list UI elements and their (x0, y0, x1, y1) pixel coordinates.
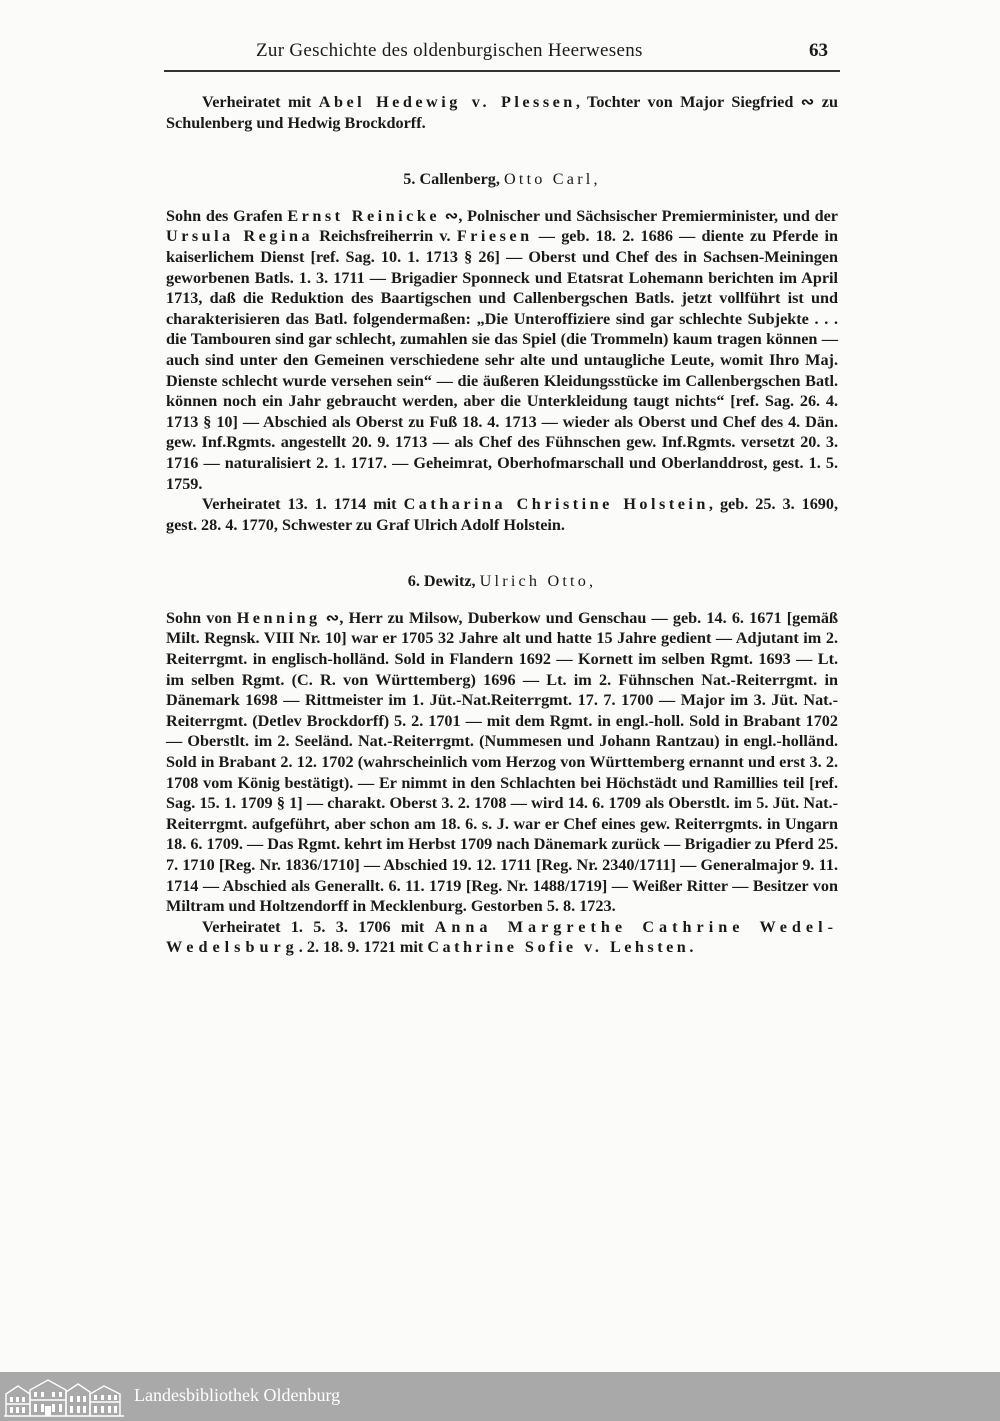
text-run: — geb. 18. 2. 1686 — diente zu Pferde in kaiserlichem Dienst [ref. Sag. 10. 1. 1713 § 26] — Oberst und Chef des in Sachsen-Meiningen geworbenen Batls. 1. 3. 1711 — Brigadier Sponneck und Etatsrat Lohemann berichten im April 1713, daß die Reduktion des Baartigschen und Callenbergschen Batls. jetzt vollführt ist und charakterisieren das Batl. folgendermaßen: „Die Unteroffiziere sind gar schlechte Subjekte . . . die Tambouren sind gar schlecht, zumahlen sie das Spiel (die Trommeln) kaum tragen können — auch sind unter den Gemeinen verschiedene sehr alte und untaugliche Leute, womit Ihro Maj. Dienste schlecht wurde versehen sein“ — die äußeren Kleidungsstücke im Callenbergschen Batl. können noch ein Jahr gebraucht werden, aber die Unterkleidung taugt nichts“ [ref. Sag. 26. 4. 1713 § 10] — Abschied als Oberst zu Fuß 18. 4. 1713 — wieder als Oberst und Chef des 4. Dän. gew. Inf.Rgmts. angestellt 20. 9. 1713 — als Chef des Fühnschen gew. Inf.Rgmts. versetzt 20. 3. 1716 — naturalisiert 2. 1. 1717. — Geheimrat, Oberhofmarschall und Oberlanddrost, gest. 1. 5. 1759. (166, 227, 838, 493)
running-title: Zur Geschichte des oldenburgischen Heerwesens (256, 40, 643, 61)
page-number: 63 (809, 40, 828, 61)
library-name: Landesbibliothek Oldenburg (134, 1385, 341, 1405)
spouse-name-1: Anna Margrethe Cathrine Wedel-Wedelsburg (166, 917, 839, 957)
intro-spouse-name: Abel Hedewig v. Plessen (318, 93, 576, 111)
entry-number: 6. (407, 572, 420, 591)
text-run: . (689, 938, 694, 957)
running-head (164, 38, 840, 72)
entry-number: 5. (403, 170, 416, 189)
intro-text-a: Verheiratet mit (202, 93, 319, 111)
entry-paragraph-callenberg (166, 206, 838, 494)
intro-text-b: , Tochter von Major Siegfried ∾ zu Schulenberg und Hedwig Brockdorff. (166, 93, 838, 132)
text-run: , geb. 25. 3. 1690, gest. 28. 4. 1770, Schwester zu Graf Ulrich Adolf Holstein. (166, 495, 839, 534)
mother-name: Ursula Regina (166, 227, 314, 246)
text-run: ∾, Herr zu Milsow, Duberkow und Genschau — geb. 14. 6. 1671 [gemäß Milt. Regnsk. VIII Nr. 10] war er 1705 32 Jahre alt und hatte 15 Jahre gedient — Adjutant im 2. Reiterrgmt. in englisch-holländ. Sold in Flandern 1692 — Kornett im selben Rgmt. 1693 — Lt. im selben Rgmt. (C. R. von Württemberg) 1696 — Lt. im 2. Fühnschen Nat.-Reiterrgmt. in Dänemark 1698 — Rittmeister im 1. Jüt.-Nat.Reiterrgmt. 17. 7. 1700 — Major im 3. Jüt. Nat.-Reiterrgmt. (Detlev Brockdorff) 5. 2. 1701 — mit dem Rgmt. in engl.-holl. Sold in Brabant 1702 — Oberstlt. im 2. Seeländ. Nat.-Reiterrgmt. (Nummesen und Johann Rantzau) in engl.-holländ. Sold in Brabant 2. 12. 1702 (wahrscheinlich vom Herzog von Württemberg ernannt und erst 3. 2. 1708 vom König bestätigt). — Er nimmt in den Schlachten bei Höchstädt und Ramillies teil [ref. Sag. 15. 1. 1709 § 1] — charakt. Oberst 3. 2. 1708 — wird 14. 6. 1709 als Oberstlt. im 5. Jüt. Nat.-Reiterrgmt. aufgeführt, aber schon am 18. 6. s. J. war er Chef eines gew. Reiterrgmts. in Ungarn 18. 6. 1709. — Das Rgmt. kehrt im Herbst 1709 nach Dänemark zurück — Brigadier zu Pferd 25. 7. 1710 [Reg. Nr. 1836/1710] — Abschied 19. 12. 1711 [Reg. Nr. 2340/1711] — Generalmajor 9. 11. 1714 — Abschied als Generallt. 6. 11. 1719 [Reg. Nr. 1488/1719] — Weißer Ritter — Besitzer von Miltram und Holtzendorff in Mecklenburg. Gestorben 5. 8. 1723. (166, 608, 838, 916)
text-run: Sohn des Grafen (166, 206, 288, 225)
library-building-logo (4, 1376, 124, 1418)
text-run: Verheiratet 1. 5. 3. 1706 mit (202, 917, 435, 936)
text-run: Sohn von (166, 608, 237, 627)
text-run: Reichsfreiherrin v. (313, 227, 457, 246)
text-run: . 2. 18. 9. 1721 mit (298, 938, 428, 957)
intro-paragraph (166, 92, 838, 133)
entry-given-names: Otto Carl, (503, 170, 601, 189)
mother-surname: Friesen (456, 227, 533, 246)
entry-surname: Dewitz, (423, 572, 476, 591)
text-run: ∾, Polnischer und Sächsischer Premierminister, und der (440, 206, 838, 225)
entry-surname: Callenberg, (419, 170, 500, 189)
marriage-paragraph-callenberg (166, 494, 838, 535)
entry-paragraph-dewitz (166, 608, 838, 917)
body-text (166, 92, 838, 958)
spouse-name: Catharina Christine Holstein (403, 495, 709, 514)
entry-heading-dewitz (166, 571, 838, 592)
spouse-name-2: Cathrine Sofie v. Lehsten (427, 938, 690, 957)
father-name: Henning (236, 608, 321, 627)
entry-heading-callenberg (166, 169, 838, 190)
father-name: Ernst Reinicke (287, 206, 441, 225)
marriage-paragraph-dewitz (166, 917, 838, 958)
entry-given-names: Ulrich Otto, (479, 572, 597, 591)
text-run: Verheiratet 13. 1. 1714 mit (202, 495, 404, 514)
library-footer-bar (0, 1372, 1000, 1421)
